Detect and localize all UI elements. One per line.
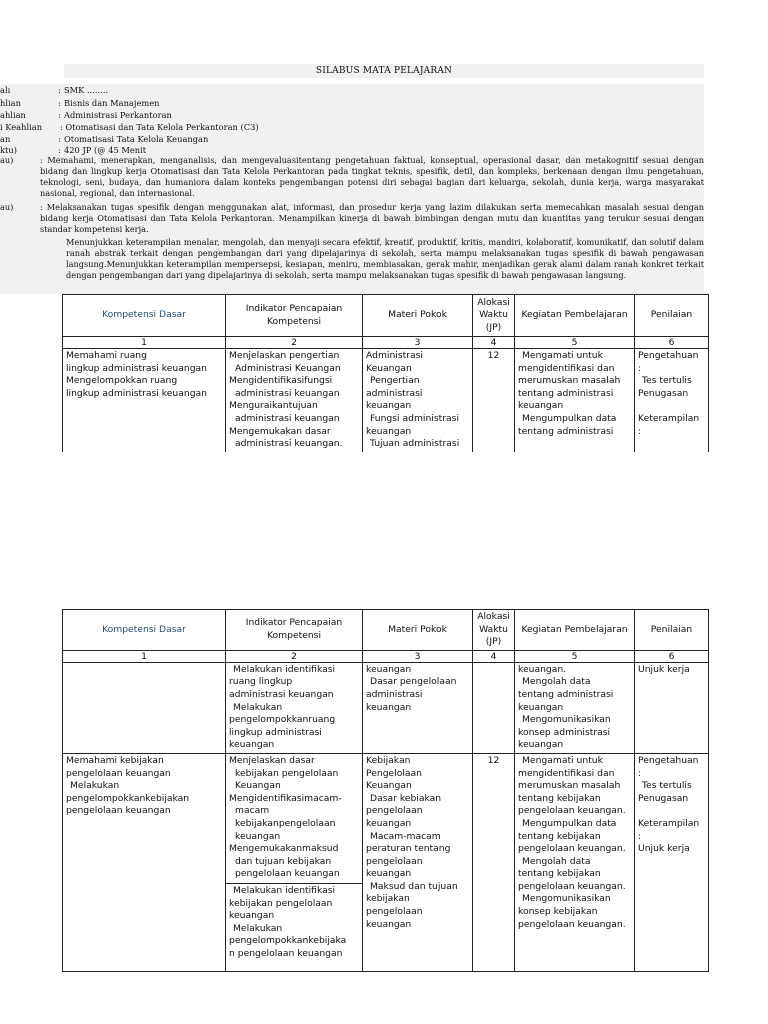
cell-line: administrasi keuangan xyxy=(235,412,340,424)
meta-value: 420 JP (@ 45 Menit xyxy=(64,145,147,155)
cell-line: Mengumpulkan data xyxy=(522,817,617,829)
header-alokasi-waktu xyxy=(473,295,515,337)
cell-line: : xyxy=(638,767,642,779)
cell-penilaian xyxy=(635,662,709,753)
cell-line: : xyxy=(638,425,642,437)
ki4-text: : Melaksanakan tugas spesifik dengan menggunakan alat, informasi, dan prosedur kerja yang lazim dilakukan serta memecahkan masalah sesuai dengan bidang kerja Otomatisasi dan Tata Kelola Perkantoran. Menampilkan kinerja di bawah bimbingan dengan mutu dan kuantitas yang terukur sesuai dengan standar kompetensi kerja. xyxy=(40,202,704,234)
ki4-text-continued: Menunjukkan keterampilan menalar, mengolah, dan menyaji secara efektif, kreatif, produktif, kritis, mandiri, kolaboratif, komunikatif, dan solutif dalam ranah abstrak terkait dengan pengembangan dari yang dipelajarinya di sekolah, serta mampu melaksanakan tugas spesifik di bawah pengawasan langsung.Menunjukkan keterampilan mempersepsi, kesiapan, meniru, membiasakan, gerak mahir, menjadikan gerak alami dalam ranah konkret terkait dengan pengembangan dari yang dipelajarinya di sekolah, serta mampu melaksanakan tugas spesifik di bawah pengawasan langsung. xyxy=(66,237,704,280)
cell-line: keuangan xyxy=(366,817,412,829)
cell-line: Memahami ruang xyxy=(66,350,147,361)
header-penilaian: Penilaian xyxy=(635,295,709,337)
cell-line: Keuangan xyxy=(235,780,281,792)
header-alokasi-line: (JP) xyxy=(485,636,502,648)
cell-line: pengelolaan keuangan. xyxy=(518,805,626,817)
cell-line: pengelompokkankebijaka xyxy=(229,935,347,947)
cell-line: Tujuan administrasi xyxy=(370,438,460,450)
cell-kegiatan xyxy=(515,662,635,753)
cell-line: kebijakan pengelolaan xyxy=(235,767,339,779)
table-row xyxy=(63,662,709,753)
cell-line: tentang administrasi xyxy=(518,387,614,399)
column-number: 1 xyxy=(63,337,226,349)
cell-line: keuangan xyxy=(366,400,412,412)
cell-line: Kebijakan xyxy=(366,754,411,766)
cell-line xyxy=(638,400,705,413)
cell-line: konsep kebijakan xyxy=(518,906,598,918)
column-number: 5 xyxy=(515,650,635,662)
header-indikator-line: Kompetensi xyxy=(266,629,322,641)
cell-alokasi: 12 xyxy=(473,349,515,452)
cell-line xyxy=(638,805,705,818)
cell-line: Mengumpulkan data xyxy=(522,412,617,424)
cell-materi xyxy=(363,349,473,452)
cell-line: pengelolaan xyxy=(366,805,423,817)
column-number: 5 xyxy=(515,337,635,349)
cell-line: Dasar kebiakan xyxy=(370,792,442,804)
cell-line: Mengemukakanmaksud xyxy=(229,843,339,855)
ki4-label: au) xyxy=(0,202,14,212)
column-number-row xyxy=(63,650,709,662)
header-alokasi-waktu xyxy=(473,610,515,651)
cell-line: administrasi xyxy=(366,387,423,399)
cell-line: keuangan xyxy=(518,701,564,713)
cell-line: Unjuk kerja xyxy=(638,843,690,855)
cell-line: kebijakan pengelolaan xyxy=(229,897,333,909)
cell-line: Mengolah data xyxy=(522,676,591,688)
header-indikator-line: Indikator Pencapaian xyxy=(245,617,343,629)
cell-line: Mengidentifikasifungsi xyxy=(229,375,333,387)
cell-line: Macam-macam xyxy=(370,830,441,842)
cell-line: administrasi xyxy=(366,688,423,700)
header-alokasi-line: Waktu xyxy=(479,623,508,635)
cell-line: Mengolah data xyxy=(522,855,591,867)
cell-line: Keterampilan xyxy=(638,817,700,829)
table-row xyxy=(63,349,709,452)
column-number: 4 xyxy=(473,337,515,349)
column-number: 3 xyxy=(363,650,473,662)
cell-kd xyxy=(63,662,226,753)
cell-line: administrasi keuangan xyxy=(235,387,340,399)
cell-line: Tes tertulis xyxy=(642,780,692,792)
cell-line: keuangan xyxy=(518,739,564,751)
cell-line: pengelolaan keuangan. xyxy=(518,880,626,892)
cell-line: Mengomunikasikan xyxy=(522,893,611,905)
meta-label: an xyxy=(0,134,11,144)
cell-line: Administrasi xyxy=(366,350,423,361)
cell-line: pengelolaan xyxy=(366,855,423,867)
cell-line: Mengomunikasikan xyxy=(522,714,611,726)
meta-value: Administrasi Perkantoran xyxy=(64,110,172,120)
cell-line: konsep administrasi xyxy=(518,726,611,738)
meta-colon: : xyxy=(58,85,61,95)
cell-line: Penugasan xyxy=(638,387,689,399)
cell-line: keuangan xyxy=(366,701,412,713)
cell-line: keuangan xyxy=(229,910,275,922)
cell-line: Melakukan xyxy=(233,701,283,713)
cell-line: tentang administrasi xyxy=(518,425,614,437)
cell-line: keuangan xyxy=(366,868,412,880)
cell-line: Pengetahuan xyxy=(638,754,699,766)
cell-line: lingkup administrasi xyxy=(229,726,322,738)
document-title: SILABUS MATA PELAJARAN xyxy=(64,64,704,78)
cell-line: keuangan xyxy=(366,663,412,675)
cell-line: keuangan xyxy=(366,425,412,437)
cell-penilaian xyxy=(635,753,709,971)
meta-label: ktu) xyxy=(0,145,17,155)
cell-line: peraturan tentang xyxy=(366,843,451,855)
syllabus-table-page-1 xyxy=(62,294,709,452)
cell-line: Fungsi administrasi xyxy=(370,412,459,424)
cell-kegiatan xyxy=(515,349,635,452)
cell-line: tentang kebijakan xyxy=(518,830,601,842)
cell-line: Mengamati untuk xyxy=(522,350,603,361)
header-alokasi-line: (JP) xyxy=(485,321,502,333)
cell-line: pengelompokkanruang xyxy=(229,714,336,726)
column-number: 2 xyxy=(226,337,363,349)
header-kegiatan: Kegiatan Pembelajaran xyxy=(515,295,635,337)
cell-line: Unjuk kerja xyxy=(638,663,690,675)
cell-line: n pengelolaan keuangan xyxy=(229,947,343,959)
meta-colon: : xyxy=(58,145,61,155)
cell-line: mengidentifikasi dan xyxy=(518,767,615,779)
header-materi-pokok: Materi Pokok xyxy=(363,610,473,651)
cell-line: Mengemukakan dasar xyxy=(229,425,331,437)
ki3-text: : Memahami, menerapkan, menganalisis, dan mengevaluasitentang pengetahuan faktual, konseptual, operasional dasar, dan metakognitif sesuai dengan bidang dan lingkup kerja Otomatisasi dan Tata Kelola Perkantoran pada tingkat teknis, spesifik, detil, dan kompleks, berkenaan dengan ilmu pengetahuan, teknologi, seni, budaya, dan humaniora dalam konteks pengembangan potensi diri sebagai bagian dari keluarga, sekolah, dunia kerja, warga masyarakat nasional, regional, dan internasional. xyxy=(40,155,704,198)
cell-line: keuangan xyxy=(235,830,281,842)
cell-indikator xyxy=(226,662,363,753)
cell-line: Dasar pengelolaan xyxy=(370,676,457,688)
cell-line: keuangan xyxy=(229,739,275,751)
cell-line: administrasi keuangan xyxy=(229,688,334,700)
column-number-row xyxy=(63,337,709,349)
cell-line: Pengelolaan xyxy=(366,767,422,779)
meta-label: ahlian xyxy=(0,110,26,120)
cell-line: pengelolaan keuangan xyxy=(66,767,171,779)
cell-line: pengelompokkankebijakan xyxy=(66,792,190,804)
cell-indikator xyxy=(226,753,363,883)
cell-materi xyxy=(363,753,473,971)
cell-line: Pengetahuan xyxy=(638,350,699,361)
cell-line: pengelolaan keuangan xyxy=(235,868,340,880)
cell-line: pengelolaan keuangan. xyxy=(518,918,626,930)
cell-line: keuangan xyxy=(366,918,412,930)
cell-line: Melakukan xyxy=(70,780,120,792)
cell-line: Menjelaskan dasar xyxy=(229,754,315,766)
cell-line: Menguraikantujuan xyxy=(229,400,318,412)
cell-line: : xyxy=(638,830,642,842)
cell-line: Keuangan xyxy=(366,362,412,374)
cell-line: tentang kebijakan xyxy=(518,792,601,804)
column-number: 2 xyxy=(226,650,363,662)
column-number: 3 xyxy=(363,337,473,349)
cell-line: lingkup administrasi keuangan xyxy=(66,362,207,374)
column-number: 1 xyxy=(63,650,226,662)
header-kegiatan: Kegiatan Pembelajaran xyxy=(515,610,635,651)
cell-kegiatan xyxy=(515,753,635,971)
cell-line: Melakukan xyxy=(233,922,283,934)
meta-label: alı xyxy=(0,85,11,95)
cell-line: : xyxy=(638,362,642,374)
cell-line: Melakukan identifikasi xyxy=(233,663,336,675)
ki3-label: au) xyxy=(0,155,14,165)
cell-line: Mengelompokkan ruang xyxy=(66,375,178,387)
column-number: 4 xyxy=(473,650,515,662)
header-alokasi-line: Alokasi xyxy=(477,296,510,308)
cell-line: merumuskan masalah xyxy=(518,780,621,792)
table-row xyxy=(63,753,709,883)
cell-line: Pengertian xyxy=(370,375,420,387)
header-materi-pokok: Materi Pokok xyxy=(363,295,473,337)
cell-line: merumuskan masalah xyxy=(518,375,621,387)
cell-line: pengelolaan keuangan xyxy=(66,805,171,817)
cell-line: dan tujuan kebijakan xyxy=(235,855,332,867)
cell-line: Keuangan xyxy=(366,780,412,792)
cell-line: Mengamati untuk xyxy=(522,754,603,766)
cell-kd xyxy=(63,349,226,452)
cell-line: Tes tertulis xyxy=(642,375,692,387)
header-kompetensi-dasar: Kompetensi Dasar xyxy=(63,610,226,651)
cell-line: Keterampilan xyxy=(638,412,700,424)
syllabus-table-page-2 xyxy=(62,609,709,972)
meta-value: Bisnis dan Manajemen xyxy=(64,98,160,108)
header-indikator xyxy=(226,295,363,337)
meta-value: Otomatisasi Tata Kelola Keuangan xyxy=(64,134,209,144)
table-header-row xyxy=(63,610,709,651)
meta-colon: : xyxy=(58,134,61,144)
cell-line: keuangan. xyxy=(518,663,567,675)
cell-penilaian xyxy=(635,349,709,452)
cell-line: Memahami kebijakan xyxy=(66,754,164,766)
cell-line: lingkup administrasi keuangan xyxy=(66,387,207,399)
cell-line: macam xyxy=(235,805,270,817)
cell-line: Menjelaskan pengertian xyxy=(229,350,340,361)
cell-line: ruang lingkup xyxy=(229,676,293,688)
header-indikator xyxy=(226,610,363,651)
table-header-row xyxy=(63,295,709,337)
column-number: 6 xyxy=(635,650,709,662)
cell-line: Penugasan xyxy=(638,792,689,804)
cell-line: Administrasi Keuangan xyxy=(235,362,341,374)
cell-line: Mengidentifikasimacam- xyxy=(229,792,342,804)
cell-line: kebijakanpengelolaan xyxy=(235,817,336,829)
header-alokasi-line: Waktu xyxy=(479,309,508,321)
header-indikator-line: Kompetensi xyxy=(266,315,322,327)
cell-line: administrasi keuangan. xyxy=(235,438,343,450)
cell-alokasi xyxy=(473,662,515,753)
header-indikator-line: Indikator Pencapaian xyxy=(245,302,343,314)
meta-label: i Keahlian xyxy=(0,122,43,132)
meta-value: : Otomatisasi dan Tata Kelola Perkantoran (C3) xyxy=(60,122,259,132)
cell-line: Maksud dan tujuan xyxy=(370,880,458,892)
header-penilaian: Penilaian xyxy=(635,610,709,651)
cell-indikator xyxy=(226,883,363,971)
cell-line: tentang administrasi xyxy=(518,688,614,700)
cell-line: pengelolaan xyxy=(366,906,423,918)
cell-line: keuangan xyxy=(518,400,564,412)
cell-indikator xyxy=(226,349,363,452)
cell-line: pengelolaan keuangan. xyxy=(518,843,626,855)
header-kompetensi-dasar: Kompetensi Dasar xyxy=(63,295,226,337)
cell-line: Melakukan identifikasi xyxy=(233,884,336,896)
cell-kd xyxy=(63,753,226,971)
meta-colon: : xyxy=(58,110,61,120)
cell-line: tentang kebijakan xyxy=(518,868,601,880)
cell-materi xyxy=(363,662,473,753)
meta-label: hlian xyxy=(0,98,21,108)
header-alokasi-line: Alokasi xyxy=(477,611,510,622)
cell-line: kebijakan xyxy=(366,893,410,905)
column-number: 6 xyxy=(635,337,709,349)
meta-value: SMK ........ xyxy=(64,85,109,95)
meta-colon: : xyxy=(58,98,61,108)
cell-line: mengidentifikasi dan xyxy=(518,362,615,374)
cell-alokasi: 12 xyxy=(473,753,515,971)
